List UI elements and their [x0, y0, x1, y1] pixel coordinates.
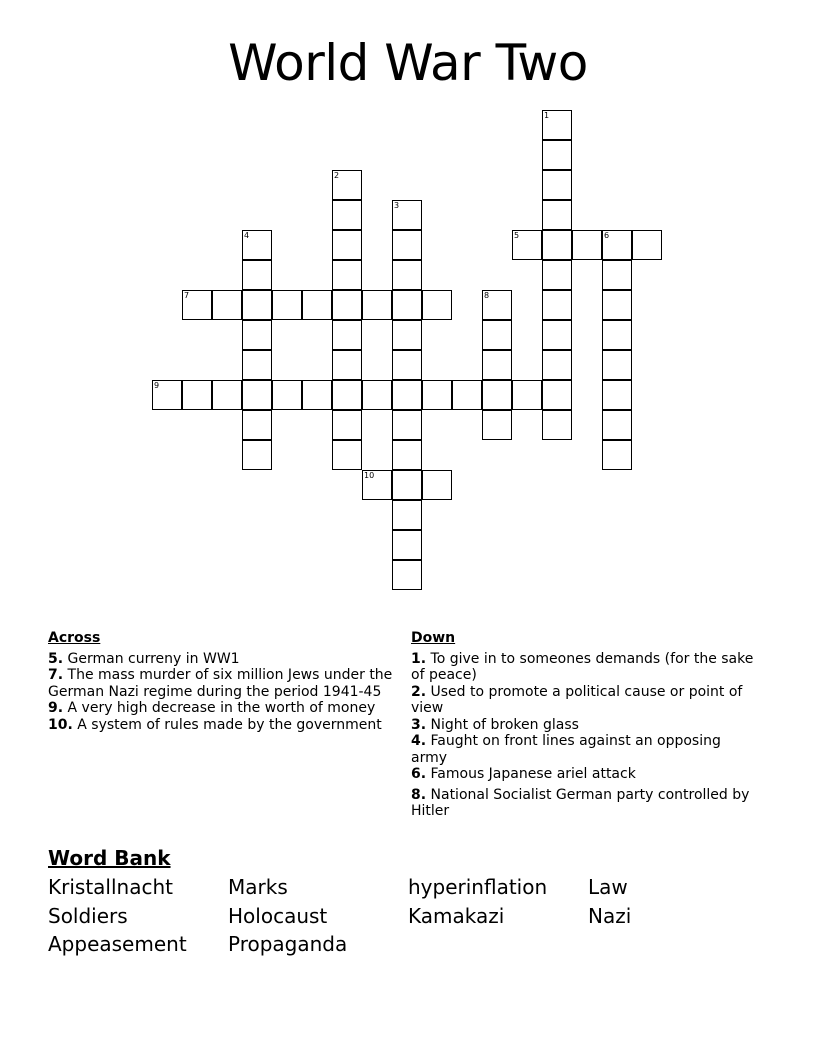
- grid-cell[interactable]: [332, 230, 362, 260]
- clue-text: A system of rules made by the government: [77, 716, 382, 733]
- grid-cell[interactable]: [422, 380, 452, 410]
- grid-cell[interactable]: [632, 230, 662, 260]
- clue-down-4: [411, 733, 756, 766]
- word-bank-item: Marks: [228, 875, 288, 899]
- clue-text: Used to promote a political cause or point of view: [411, 683, 743, 716]
- grid-cell[interactable]: [332, 320, 362, 350]
- grid-cell[interactable]: [392, 200, 422, 230]
- word-bank-item: hyperinflation: [408, 875, 548, 899]
- grid-cell[interactable]: [392, 380, 422, 410]
- grid-cell[interactable]: [392, 440, 422, 470]
- grid-cell[interactable]: [542, 350, 572, 380]
- clue-number-label: 2: [334, 171, 340, 180]
- grid-cell[interactable]: [392, 290, 422, 320]
- clue-text: A very high decrease in the worth of money: [67, 700, 376, 716]
- across-clues: [48, 630, 398, 733]
- clue-number: 9.: [48, 700, 64, 716]
- grid-cell[interactable]: [602, 260, 632, 290]
- grid-cell[interactable]: [542, 260, 572, 290]
- grid-cell[interactable]: [332, 290, 362, 320]
- grid-cell[interactable]: [242, 410, 272, 440]
- grid-cell[interactable]: [542, 290, 572, 320]
- clue-text: The mass murder of six million Jews under the German Nazi regime during the period 1941-45: [48, 667, 393, 700]
- grid-cell[interactable]: [302, 290, 332, 320]
- grid-cell[interactable]: [392, 260, 422, 290]
- clue-down-2: [411, 684, 756, 717]
- grid-cell[interactable]: [242, 320, 272, 350]
- grid-cell[interactable]: [602, 230, 632, 260]
- clue-across-10: [48, 717, 398, 734]
- grid-cell[interactable]: [482, 410, 512, 440]
- grid-cell[interactable]: [602, 350, 632, 380]
- word-bank-item: Kamakazi: [408, 904, 505, 928]
- grid-cell[interactable]: [242, 260, 272, 290]
- grid-cell[interactable]: [392, 560, 422, 590]
- grid-cell[interactable]: [482, 350, 512, 380]
- grid-cell[interactable]: [542, 110, 572, 140]
- down-clues: [411, 630, 756, 820]
- clue-number-label: 6: [604, 231, 610, 240]
- clue-text: National Socialist German party controlled by Hitler: [411, 786, 750, 819]
- grid-cell[interactable]: [272, 380, 302, 410]
- grid-cell[interactable]: [362, 290, 392, 320]
- word-bank-item: Propaganda: [228, 932, 348, 956]
- grid-cell[interactable]: [392, 470, 422, 500]
- clue-text: Faught on front lines against an opposing army: [411, 733, 721, 766]
- grid-cell[interactable]: [602, 380, 632, 410]
- clue-across-9: [48, 700, 398, 717]
- grid-cell[interactable]: [482, 380, 512, 410]
- grid-cell[interactable]: [422, 470, 452, 500]
- word-bank-item: Law: [588, 875, 628, 899]
- grid-cell[interactable]: [362, 470, 392, 500]
- grid-cell[interactable]: [512, 380, 542, 410]
- clue-number: 1.: [411, 650, 427, 667]
- grid-cell[interactable]: [392, 350, 422, 380]
- grid-cell[interactable]: [392, 500, 422, 530]
- grid-cell[interactable]: [542, 410, 572, 440]
- clue-number-label: 5: [514, 231, 520, 240]
- puzzle-title: World War Two: [228, 34, 588, 92]
- grid-cell[interactable]: [332, 380, 362, 410]
- grid-cell[interactable]: [332, 200, 362, 230]
- grid-cell[interactable]: [332, 410, 362, 440]
- clue-number: 10.: [48, 716, 73, 733]
- grid-cell[interactable]: [602, 440, 632, 470]
- clue-down-6: [411, 766, 756, 783]
- grid-cell[interactable]: [212, 290, 242, 320]
- grid-cell[interactable]: [332, 440, 362, 470]
- clue-number-label: 10: [364, 471, 375, 480]
- clue-across-5: [48, 651, 398, 668]
- grid-cell[interactable]: [482, 290, 512, 320]
- grid-cell[interactable]: [332, 260, 362, 290]
- grid-cell[interactable]: [602, 290, 632, 320]
- clue-number-label: 7: [184, 291, 190, 300]
- clue-text: German curreny in WW1: [67, 650, 240, 667]
- grid-cell[interactable]: [332, 350, 362, 380]
- grid-cell[interactable]: [182, 290, 212, 320]
- grid-cell[interactable]: [512, 230, 542, 260]
- grid-cell[interactable]: [392, 410, 422, 440]
- clue-text: Famous Japanese ariel attack: [430, 766, 636, 782]
- clue-down-8: [411, 787, 756, 820]
- clue-number-label: 4: [244, 231, 250, 240]
- across-heading: Across: [48, 630, 101, 646]
- clue-number: 6.: [411, 766, 427, 782]
- grid-cell[interactable]: [602, 410, 632, 440]
- grid-cell[interactable]: [392, 530, 422, 560]
- grid-cell[interactable]: [542, 380, 572, 410]
- word-bank-item: Appeasement: [48, 932, 187, 956]
- grid-cell[interactable]: [482, 320, 512, 350]
- grid-cell[interactable]: [452, 380, 482, 410]
- clue-number: 7.: [48, 667, 64, 683]
- grid-cell[interactable]: [242, 350, 272, 380]
- word-bank-item: Soldiers: [48, 904, 128, 928]
- clue-text: Night of broken glass: [430, 716, 579, 733]
- clue-number: 4.: [411, 733, 427, 749]
- grid-cell[interactable]: [542, 320, 572, 350]
- grid-cell[interactable]: [182, 380, 212, 410]
- clue-down-1: [411, 651, 756, 684]
- word-bank-heading: Word Bank: [48, 846, 171, 870]
- grid-cell[interactable]: [542, 170, 572, 200]
- grid-cell[interactable]: [422, 290, 452, 320]
- grid-cell[interactable]: [542, 230, 572, 260]
- grid-cell[interactable]: [542, 200, 572, 230]
- word-bank-item: Nazi: [588, 904, 632, 928]
- grid-cell[interactable]: [242, 440, 272, 470]
- clue-number-label: 8: [484, 291, 490, 300]
- clue-number: 3.: [411, 716, 427, 733]
- clue-across-7: [48, 667, 398, 700]
- word-bank-item: Holocaust: [228, 904, 328, 928]
- grid-cell[interactable]: [392, 230, 422, 260]
- grid-cell[interactable]: [272, 290, 302, 320]
- grid-cell[interactable]: [242, 380, 272, 410]
- grid-cell[interactable]: [212, 380, 242, 410]
- clue-number: 5.: [48, 650, 64, 667]
- clue-number: 2.: [411, 683, 427, 700]
- clue-number: 8.: [411, 786, 427, 803]
- grid-cell[interactable]: [602, 320, 632, 350]
- clue-number-label: 3: [394, 201, 400, 210]
- word-bank-item: Kristallnacht: [48, 875, 173, 899]
- grid-cell[interactable]: [362, 380, 392, 410]
- down-heading: Down: [411, 630, 456, 646]
- grid-cell[interactable]: [242, 290, 272, 320]
- clue-down-3: [411, 717, 756, 734]
- grid-cell[interactable]: [242, 230, 272, 260]
- grid-cell[interactable]: [392, 320, 422, 350]
- grid-cell[interactable]: [542, 140, 572, 170]
- clue-number-label: 1: [544, 111, 550, 120]
- grid-cell[interactable]: [572, 230, 602, 260]
- grid-cell[interactable]: [302, 380, 332, 410]
- clue-number-label: 9: [154, 381, 160, 390]
- grid-cell[interactable]: [152, 380, 182, 410]
- clue-text: To give in to someones demands (for the sake of peace): [411, 650, 754, 683]
- grid-cell[interactable]: [332, 170, 362, 200]
